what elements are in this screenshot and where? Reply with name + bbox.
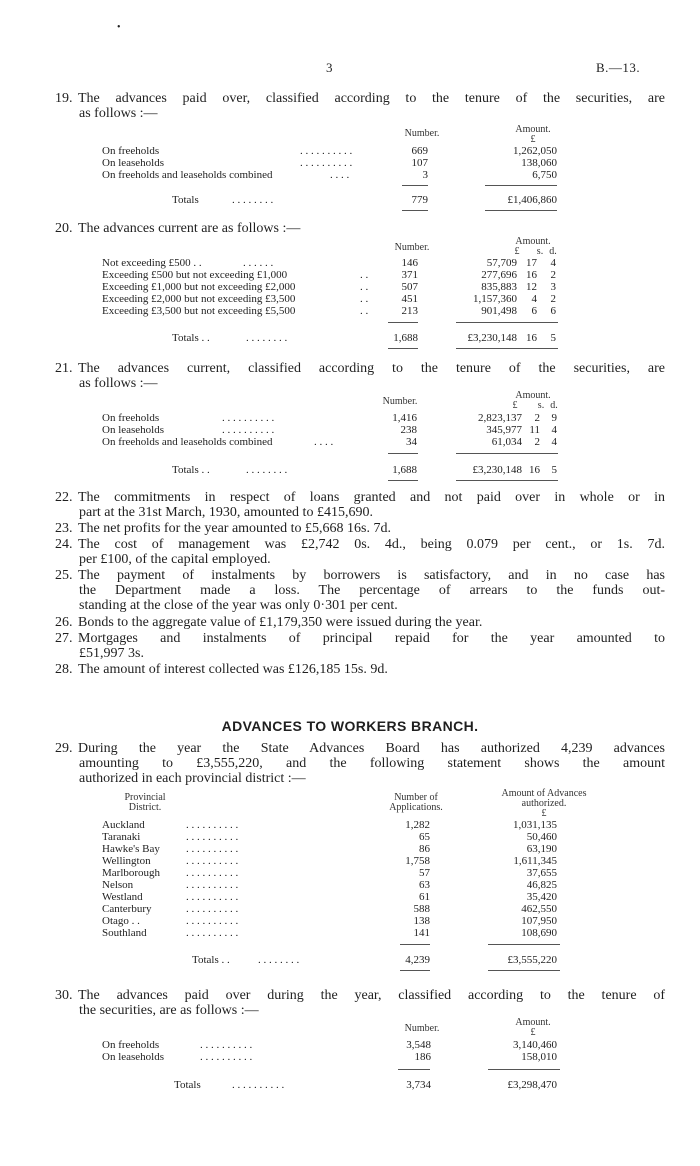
paragraph-25 <box>55 568 665 613</box>
row-pounds: 901,498 <box>481 305 517 317</box>
column-header-district: Provincial <box>124 792 166 803</box>
column-header-unit: £ <box>530 134 536 145</box>
row-amount: 3,140,460 <box>513 1039 557 1051</box>
totals-shillings: 16 <box>529 464 540 476</box>
print-speck: • <box>117 22 121 33</box>
paragraph-text-continued: amounting to £3,555,220, and the following statement shows the amount <box>79 756 665 771</box>
table-row <box>0 867 700 879</box>
paragraph-text-continued: the Department made a loss. The percentage of arrears to the funds out- <box>79 583 665 598</box>
paragraph-number: 27. <box>55 631 73 646</box>
divider <box>398 1069 430 1070</box>
row-label: Hawke's Bay <box>102 843 160 855</box>
column-header-unit: £ <box>530 1027 536 1038</box>
paragraph-number: 25. <box>55 568 73 583</box>
divider <box>488 944 560 945</box>
table-row <box>0 855 700 867</box>
totals-pounds: £3,230,148 <box>472 464 522 476</box>
row-label: Southland <box>102 927 147 939</box>
document-reference: B.—13. <box>596 60 641 75</box>
table-row <box>0 305 700 317</box>
row-number: 34 <box>406 436 417 448</box>
paragraph-19 <box>55 91 665 121</box>
row-number: 138 <box>413 915 430 927</box>
row-label: On freeholds <box>102 412 160 424</box>
column-header-unit: £ <box>541 808 547 819</box>
table-row <box>0 293 700 305</box>
row-label: Wellington <box>102 855 151 867</box>
leader-dots: . . . . <box>314 436 334 448</box>
row-label: Taranaki <box>102 831 141 843</box>
row-pence: 4 <box>551 424 557 436</box>
paragraph-text: Bonds to the aggregate value of £1,179,350 were issued during the year. <box>78 615 483 630</box>
divider <box>485 210 557 211</box>
table-row <box>0 903 700 915</box>
totals-label: Totals . . <box>172 332 210 344</box>
paragraph-number: 21. <box>55 361 73 376</box>
row-pounds: 835,883 <box>481 281 517 293</box>
row-label: Exceeding £2,000 but not exceeding £3,500 <box>102 293 296 305</box>
column-header-pence: d. <box>550 400 558 411</box>
divider <box>485 185 557 186</box>
row-number: 65 <box>419 831 430 843</box>
row-pounds: 61,034 <box>491 436 522 448</box>
row-amount: 35,420 <box>526 891 557 903</box>
row-number: 588 <box>413 903 430 915</box>
page-number: 3 <box>326 60 333 75</box>
leader-dots: . . . . . . . . . . <box>186 855 239 867</box>
table-row <box>0 169 700 181</box>
leader-dots: . . . . . . . . . . <box>186 927 239 939</box>
row-label: On freeholds and leaseholds combined <box>102 169 273 181</box>
column-header-amount: Amount. <box>515 124 551 135</box>
leader-dots: . . . . . . . . . . <box>200 1051 253 1063</box>
divider <box>402 210 428 211</box>
row-label: Canterbury <box>102 903 152 915</box>
leader-dots: . . . . . . . . . . <box>186 891 239 903</box>
paragraph-text-continued: £51,997 3s. <box>79 646 144 661</box>
row-amount: 138,060 <box>521 157 557 169</box>
row-number: 213 <box>401 305 418 317</box>
table-row-totals <box>0 464 700 476</box>
totals-amount: £1,406,860 <box>507 194 557 206</box>
row-shillings: 11 <box>529 424 540 436</box>
row-pence: 9 <box>551 412 557 424</box>
row-amount: 107,950 <box>521 915 557 927</box>
row-amount: 46,825 <box>526 879 557 891</box>
row-number: 669 <box>411 145 428 157</box>
row-number: 238 <box>400 424 417 436</box>
row-shillings: 12 <box>526 281 537 293</box>
column-header-amount: authorized. <box>521 798 567 809</box>
table-row-totals <box>0 194 700 206</box>
column-header-pence: d. <box>549 246 557 257</box>
row-number: 371 <box>401 269 418 281</box>
row-number: 3 <box>422 169 428 181</box>
row-number: 57 <box>419 867 430 879</box>
row-amount: 108,690 <box>521 927 557 939</box>
table-row <box>0 412 700 424</box>
leader-dots: . . . . . . <box>243 257 274 269</box>
paragraph-text: The commitments in respect of loans granted and not paid over in whole or in <box>78 490 665 505</box>
leader-dots: . . . . . . . . . . <box>300 157 353 169</box>
column-header-amount: Amount. <box>515 390 551 401</box>
table-row <box>0 915 700 927</box>
row-pence: 4 <box>550 257 556 269</box>
row-amount: 1,611,345 <box>513 855 557 867</box>
paragraph-text-continued: authorized in each provincial district :— <box>79 771 306 786</box>
paragraph-29 <box>55 741 665 786</box>
table-row <box>0 879 700 891</box>
row-pounds: 277,696 <box>481 269 517 281</box>
paragraph-text-continued: per £100, of the capital employed. <box>79 552 271 567</box>
row-pence: 4 <box>551 436 557 448</box>
table-row <box>0 269 700 281</box>
paragraph-text: The net profits for the year amounted to £5,668 16s. 7d. <box>78 521 391 536</box>
row-number: 1,416 <box>392 412 417 424</box>
row-shillings: 16 <box>526 269 537 281</box>
paragraph-30 <box>55 988 665 1018</box>
paragraph-number: 22. <box>55 490 73 505</box>
row-shillings: 17 <box>526 257 537 269</box>
column-header-amount: Amount of Advances <box>501 788 587 799</box>
row-amount: 6,750 <box>532 169 557 181</box>
row-pence: 6 <box>550 305 556 317</box>
row-amount: 1,031,135 <box>513 819 557 831</box>
paragraph-text-continued: standing at the close of the year was only 0·301 per cent. <box>79 598 398 613</box>
paragraph-number: 20. <box>55 221 73 236</box>
row-number: 1,758 <box>405 855 430 867</box>
totals-number: 4,239 <box>405 954 430 966</box>
table-row <box>0 1051 700 1063</box>
section-heading: ADVANCES TO WORKERS BRANCH. <box>221 718 479 734</box>
column-header-pounds: £ <box>512 400 518 411</box>
totals-label: Totals <box>172 194 199 206</box>
table-row <box>0 145 700 157</box>
table-row <box>0 1039 700 1051</box>
totals-label: Totals . . <box>172 464 210 476</box>
paragraph-26 <box>55 615 665 630</box>
paragraph-text-continued: as follows :— <box>79 106 158 121</box>
row-number: 141 <box>413 927 430 939</box>
row-pence: 2 <box>550 293 556 305</box>
row-amount: 63,190 <box>526 843 557 855</box>
paragraph-28 <box>55 662 665 677</box>
totals-shillings: 16 <box>526 332 537 344</box>
row-number: 451 <box>401 293 418 305</box>
row-pence: 2 <box>550 269 556 281</box>
paragraph-text: The advances current are as follows :— <box>78 221 301 236</box>
row-label: Not exceeding £500 . . <box>102 257 202 269</box>
column-header-applications: Number of <box>394 792 438 803</box>
row-pounds: 1,157,360 <box>473 293 517 305</box>
table-row <box>0 927 700 939</box>
divider <box>456 453 558 454</box>
row-label: On freeholds <box>102 145 160 157</box>
row-label: Westland <box>102 891 143 903</box>
paragraph-number: 29. <box>55 741 73 756</box>
paragraph-text-continued: as follows :— <box>79 376 158 391</box>
leader-dots: . . . . . . . . . . <box>300 145 353 157</box>
column-header-shillings: s. <box>536 246 544 257</box>
leader-dots: . . . . . . . . <box>232 194 274 206</box>
leader-dots: . . <box>360 269 369 281</box>
table-row <box>0 891 700 903</box>
column-header-number: Number. <box>382 396 418 407</box>
row-number: 1,282 <box>405 819 430 831</box>
totals-number: 1,688 <box>392 464 417 476</box>
paragraph-number: 28. <box>55 662 73 677</box>
leader-dots: . . . . . . . . . . <box>186 903 239 915</box>
row-label: Marlborough <box>102 867 161 879</box>
row-amount: 50,460 <box>526 831 557 843</box>
leader-dots: . . . . . . . . . . <box>186 819 239 831</box>
divider <box>388 480 418 481</box>
row-amount: 158,010 <box>521 1051 557 1063</box>
divider <box>456 348 558 349</box>
totals-number: 3,734 <box>406 1079 431 1091</box>
leader-dots: . . . . . . . . . . <box>222 412 275 424</box>
totals-amount: £3,555,220 <box>507 954 557 966</box>
table-row <box>0 257 700 269</box>
row-label: On leaseholds <box>102 157 165 169</box>
leader-dots: . . . . . . . . . . <box>186 843 239 855</box>
totals-pounds: £3,230,148 <box>467 332 517 344</box>
table-row-totals <box>0 954 700 966</box>
table-row <box>0 436 700 448</box>
row-label: On leaseholds <box>102 424 165 436</box>
row-pounds: 345,977 <box>486 424 522 436</box>
leader-dots: . . . . . . . . . . <box>186 915 239 927</box>
divider <box>388 348 418 349</box>
leader-dots: . . . . . . . . <box>258 954 300 966</box>
leader-dots: . . . . . . . . <box>246 332 288 344</box>
totals-pence: 5 <box>550 332 556 344</box>
paragraph-text: The amount of interest collected was £126,185 15s. 9d. <box>78 662 388 677</box>
leader-dots: . . <box>360 305 369 317</box>
row-number: 107 <box>411 157 428 169</box>
paragraph-text: The payment of instalments by borrowers is satisfactory, and in no case has <box>78 568 665 583</box>
column-header-number: Number. <box>404 1023 440 1034</box>
table-row <box>0 819 700 831</box>
column-header-pounds: £ <box>514 246 520 257</box>
leader-dots: . . . . . . . . . . <box>186 879 239 891</box>
paragraph-text: The advances paid over during the year, classified according to the tenure of <box>78 988 665 1003</box>
totals-label: Totals . . <box>192 954 230 966</box>
column-header-amount: Amount. <box>515 1017 551 1028</box>
paragraph-number: 26. <box>55 615 73 630</box>
row-label: Exceeding £1,000 but not exceeding £2,000 <box>102 281 296 293</box>
column-header-amount: Amount. <box>515 236 551 247</box>
row-pounds: 57,709 <box>486 257 517 269</box>
row-number: 507 <box>401 281 418 293</box>
divider <box>388 453 418 454</box>
leader-dots: . . <box>360 281 369 293</box>
paragraph-22 <box>55 490 665 520</box>
divider <box>400 970 430 971</box>
paragraph-number: 19. <box>55 91 73 106</box>
leader-dots: . . . . . . . . . . <box>200 1039 253 1051</box>
column-header-applications: Applications. <box>389 802 443 813</box>
column-header-number: Number. <box>404 128 440 139</box>
row-number: 186 <box>414 1051 431 1063</box>
row-pence: 3 <box>550 281 556 293</box>
column-header-number: Number. <box>394 242 430 253</box>
table-row <box>0 281 700 293</box>
divider <box>402 185 428 186</box>
table-row <box>0 831 700 843</box>
row-shillings: 6 <box>531 305 537 317</box>
paragraph-text: The cost of management was £2,742 0s. 4d., being 0.079 per cent., or 1s. 7d. <box>78 537 665 552</box>
paragraph-number: 24. <box>55 537 73 552</box>
divider <box>456 322 558 323</box>
row-label: On leaseholds <box>102 1051 165 1063</box>
row-number: 146 <box>401 257 418 269</box>
paragraph-number: 23. <box>55 521 73 536</box>
row-number: 86 <box>419 843 430 855</box>
row-label: Exceeding £500 but not exceeding £1,000 <box>102 269 288 281</box>
row-label: Exceeding £3,500 but not exceeding £5,500 <box>102 305 296 317</box>
row-label: Auckland <box>102 819 145 831</box>
divider <box>388 322 418 323</box>
paragraph-24 <box>55 537 665 567</box>
row-label: Nelson <box>102 879 134 891</box>
leader-dots: . . . . . . . . <box>246 464 288 476</box>
leader-dots: . . . . . . . . . . <box>232 1079 285 1091</box>
divider <box>488 970 560 971</box>
paragraph-20 <box>55 221 665 236</box>
paragraph-text: The advances current, classified according to the tenure of the securities, are <box>78 361 665 376</box>
table-row-totals <box>0 1079 700 1091</box>
table-row <box>0 424 700 436</box>
totals-pence: 5 <box>551 464 557 476</box>
row-number: 63 <box>419 879 430 891</box>
paragraph-23 <box>55 521 665 536</box>
column-header-shillings: s. <box>537 400 545 411</box>
row-label: On freeholds and leaseholds combined <box>102 436 273 448</box>
table-row <box>0 843 700 855</box>
paragraph-text-continued: the securities, are as follows :— <box>79 1003 259 1018</box>
row-shillings: 4 <box>531 293 537 305</box>
divider <box>488 1069 560 1070</box>
row-shillings: 2 <box>534 436 540 448</box>
column-header-district: District. <box>128 802 162 813</box>
table-row <box>0 157 700 169</box>
row-shillings: 2 <box>534 412 540 424</box>
leader-dots: . . . . . . . . . . <box>186 831 239 843</box>
paragraph-21 <box>55 361 665 391</box>
table-row-totals <box>0 332 700 344</box>
row-amount: 37,655 <box>526 867 557 879</box>
divider <box>400 944 430 945</box>
row-label: On freeholds <box>102 1039 160 1051</box>
paragraph-27 <box>55 631 665 661</box>
row-number: 3,548 <box>406 1039 431 1051</box>
paragraph-text-continued: part at the 31st March, 1930, amounted to £415,690. <box>79 505 373 520</box>
row-amount: 462,550 <box>521 903 557 915</box>
leader-dots: . . . . . . . . . . <box>186 867 239 879</box>
row-pounds: 2,823,137 <box>478 412 522 424</box>
row-amount: 1,262,050 <box>513 145 557 157</box>
totals-number: 1,688 <box>393 332 418 344</box>
totals-number: 779 <box>411 194 428 206</box>
leader-dots: . . <box>360 293 369 305</box>
leader-dots: . . . . . . . . . . <box>222 424 275 436</box>
row-number: 61 <box>419 891 430 903</box>
divider <box>456 480 558 481</box>
row-label: Otago . . <box>102 915 140 927</box>
paragraph-text: During the year the State Advances Board has authorized 4,239 advances <box>78 741 665 756</box>
leader-dots: . . . . <box>330 169 350 181</box>
paragraph-text: Mortgages and instalments of principal repaid for the year amounted to <box>78 631 665 646</box>
totals-amount: £3,298,470 <box>507 1079 557 1091</box>
paragraph-number: 30. <box>55 988 73 1003</box>
totals-label: Totals <box>174 1079 201 1091</box>
paragraph-text: The advances paid over, classified according to the tenure of the securities, are <box>78 91 665 106</box>
